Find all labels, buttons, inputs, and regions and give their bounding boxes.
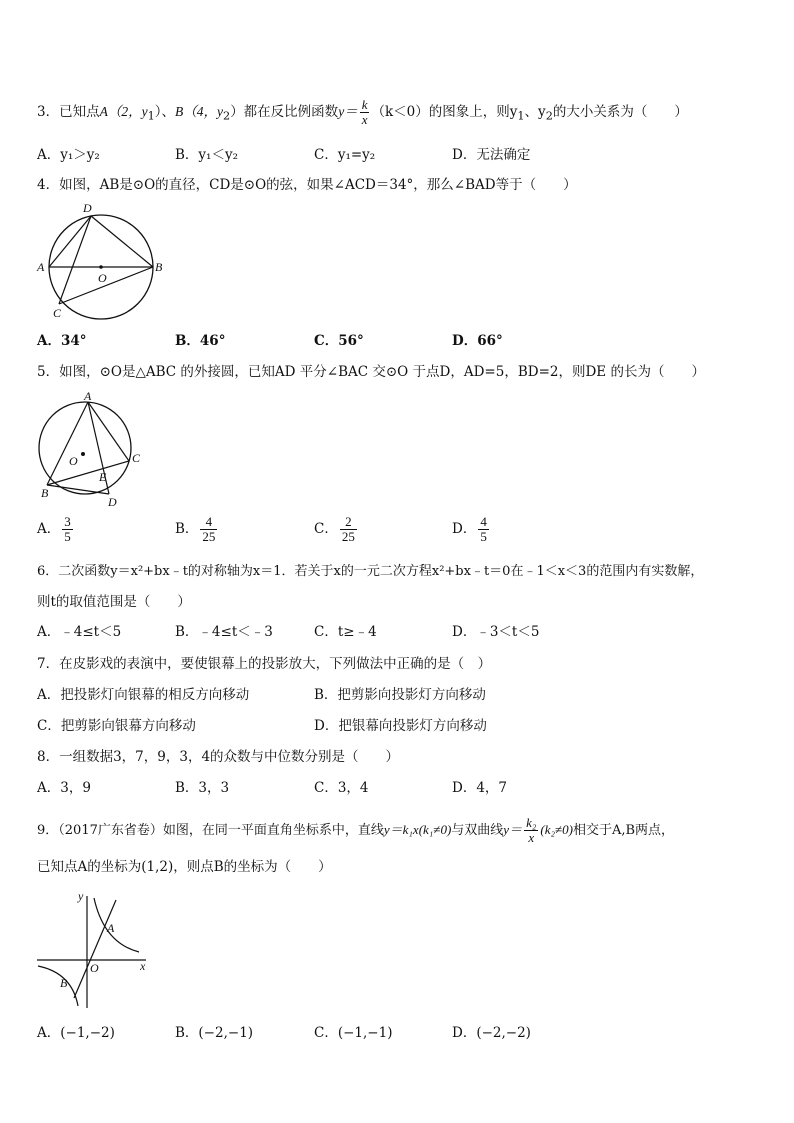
q7-option-b[interactable]: B．把剪影向投影灯方向移动 — [314, 687, 486, 703]
q8-option-b[interactable]: B．3，3 — [175, 780, 230, 796]
q5-label-a: A — [84, 390, 92, 403]
q9-label-y: y — [78, 889, 84, 903]
q4-figure — [35, 200, 170, 325]
q5-option-b[interactable]: B． $\frac{4}{25}$ — [175, 514, 216, 544]
q5-label-o: O — [69, 454, 78, 468]
q9-label-x: x — [140, 959, 146, 973]
q8-option-c[interactable]: C．3，4 — [314, 780, 369, 796]
q5-label-d: D — [108, 495, 117, 509]
q7-option-c[interactable]: C．把剪影向银幕方向移动 — [37, 718, 196, 734]
q3-option-c[interactable]: C．y₁=y₂ — [314, 147, 376, 163]
q4-label-c: C — [53, 306, 62, 320]
q9-option-a[interactable]: A．(−1,−2) — [37, 1025, 115, 1041]
q5-option-c[interactable]: C． $\frac{2}{25}$ — [314, 514, 355, 544]
q8-option-d[interactable]: D．4，7 — [452, 780, 508, 796]
q9-option-d[interactable]: D．(−2,−2) — [452, 1025, 531, 1041]
q4-option-c[interactable]: C．56° — [314, 333, 364, 349]
q9-stem-line1: 9．（2017广东省卷）如图，在同一平面直角坐标系中，直线y＝k₁x(k₁≠0)与双曲线y＝ $\frac{\text{k₂}}{x}$ (k₂≠0)相交于A,B两点， — [37, 815, 675, 845]
q6-option-a[interactable]: A．﹣4≤t＜5 — [37, 624, 122, 640]
q9-label-b: B — [60, 976, 68, 990]
q4-option-b[interactable]: B．46° — [175, 333, 226, 349]
q5-stem: 5．如图，⊙O是△ABC 的外接圆，已知AD 平分∠BAC 交⊙O 于点D，AD=5，BD=2，则DE 的长为（ ） — [37, 364, 705, 380]
q9-label-a: A — [107, 921, 115, 935]
q5-option-a[interactable]: A． $\frac{3}{5}$ — [37, 514, 71, 544]
q3-fraction: $\frac{k}{x}$ — [361, 97, 368, 127]
q5-label-e: E — [99, 470, 107, 484]
q5-option-d[interactable]: D． $\frac{4}{5}$ — [452, 514, 487, 544]
q4-label-b: B — [155, 260, 163, 274]
q5-label-b: B — [41, 486, 49, 500]
q9-figure — [34, 888, 164, 1013]
q6-stem-line2: 则t的取值范围是（ ） — [37, 594, 191, 610]
q6-option-b[interactable]: B．﹣4≤t＜﹣3 — [175, 624, 273, 640]
q4-label-a: A — [37, 260, 45, 274]
q3-option-b[interactable]: B．y₁＜y₂ — [175, 147, 238, 163]
q9-label-o: O — [90, 961, 99, 975]
q6-stem-line1: 6．二次函数y＝x²+bx﹣t的对称轴为x＝1．若关于x的一元二次方程x²+bx﹣t＝0在﹣1＜x＜3的范围内有实数解， — [37, 564, 704, 579]
q5-label-c: C — [132, 451, 141, 465]
q8-option-a[interactable]: A．3，9 — [37, 780, 91, 796]
q5-figure — [33, 390, 153, 510]
q6-option-c[interactable]: C．t≥﹣4 — [314, 624, 377, 640]
q8-stem: 8．一组数据3，7，9，3，4的众数与中位数分别是（ ） — [37, 749, 400, 765]
q3-option-d[interactable]: D．无法确定 — [452, 147, 531, 163]
q7-stem: 7．在皮影戏的表演中，要使银幕上的投影放大，下列做法中正确的是（ ） — [37, 656, 492, 672]
q4-label-o: O — [98, 271, 107, 285]
q3-stem: 3．已知点A（2，$y_1$）、B（4，$y_2$）都在反比例函数y＝ $\frac{k}{x}$ （k＜0）的图象上，则$y_1$、$y_2$的大小关系为（ ） — [37, 97, 688, 127]
q4-option-d[interactable]: D．66° — [452, 333, 503, 349]
q3-option-a[interactable]: A．y₁＞y₂ — [37, 147, 100, 163]
q4-stem: 4．如图，AB是⊙O的直径，CD是⊙O的弦，如果∠ACD＝34°，那么∠BAD等于（ ） — [37, 177, 577, 193]
q6-option-d[interactable]: D．﹣3＜t＜5 — [452, 624, 540, 640]
q7-option-a[interactable]: A．把投影灯向银幕的相反方向移动 — [37, 687, 250, 703]
q9-option-c[interactable]: C．(−1,−1) — [314, 1025, 393, 1041]
q7-option-d[interactable]: D．把银幕向投影灯方向移动 — [314, 718, 487, 734]
q4-option-a[interactable]: A．34° — [37, 333, 87, 349]
q4-label-d: D — [83, 201, 92, 215]
q9-stem-line2: 已知点A的坐标为(1,2)，则点B的坐标为（ ） — [37, 859, 332, 875]
q9-fraction: $\frac{\text{k₂}}{x}$ — [526, 815, 537, 845]
q9-option-b[interactable]: B．(−2,−1) — [175, 1025, 254, 1041]
